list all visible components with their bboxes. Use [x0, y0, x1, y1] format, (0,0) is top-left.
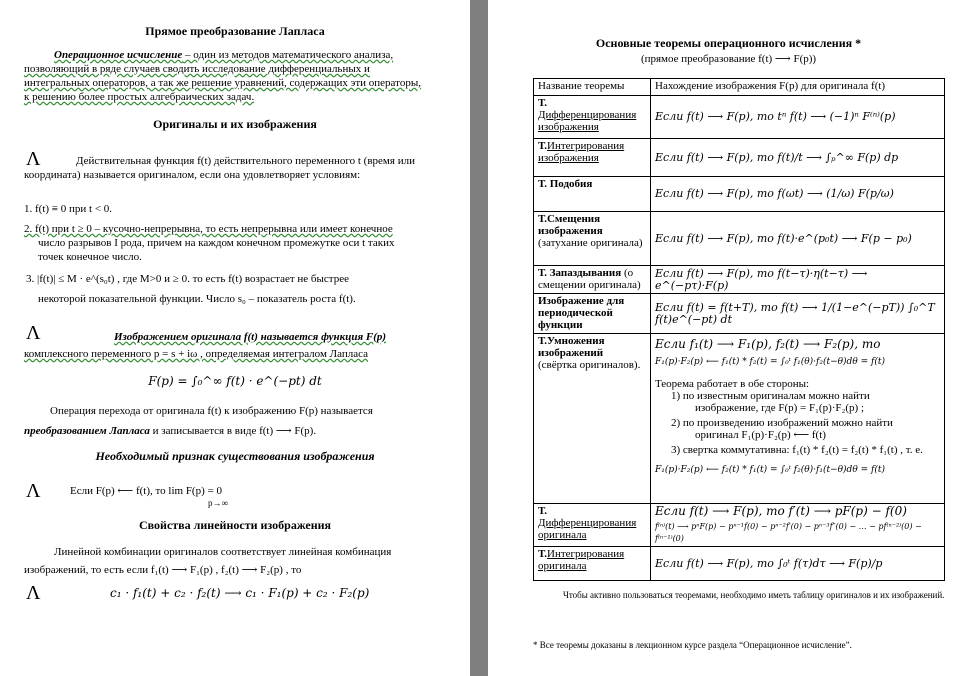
- row-formula: Если f(t) ⟶ F(p), то f(t)/t ⟶ ∫ₚ^∞ F(p) dp: [651, 139, 945, 177]
- row-name-bold: Изображение для периодической функции: [538, 295, 625, 331]
- row-name: Интегрирования оригинала: [538, 548, 625, 572]
- row-formula: Если f(t) ⟶ F(p), то tⁿ f(t) ⟶ (−1)ⁿ F⁽ⁿ⁾(p): [651, 96, 945, 139]
- row-name-bold: Т.: [538, 548, 547, 560]
- intro-line1: – один из методов математического анализа,: [182, 49, 394, 61]
- theorems-subtitle: (прямое преобразование f(t) ⟶ F(p)): [640, 53, 817, 65]
- row-formula: Если f(t) ⟶ F(p), то f′(t) ⟶ pF(p) − f(0): [655, 504, 907, 518]
- convolution-item2-line2: оригинал F₁(p)·F₂(p) ⟵ f(t): [695, 429, 826, 441]
- table-row: [534, 177, 945, 212]
- diff-original-formula-n: f⁽ⁿ⁾(t) ⟶ pⁿF(p) − pⁿ⁻¹f(0) − pⁿ⁻²f′(0) − pⁿ⁻³f″(0) − … − pf⁽ⁿ⁻²⁾(0) − f⁽ⁿ⁻¹⁾(0): [655, 522, 922, 543]
- row-formula: Если f₁(t) ⟶ F₁(p), f₂(t) ⟶ F₂(p), то: [655, 337, 881, 351]
- lambda-icon: Λ: [26, 148, 41, 170]
- necessary-limit: p→∞: [208, 498, 228, 508]
- transform-line1: Операция перехода от оригинала f(t) к изображению F(p) называется: [50, 405, 373, 417]
- def1-line1: Действительная функция f(t) действительного переменного t (время или: [76, 155, 415, 167]
- intro-line3: интегральных операторов, а так же решение уравнений, содержащих эти операторы,: [24, 77, 421, 89]
- image-definition: [24, 330, 450, 361]
- condition-1: 1. f(t) ≡ 0 при t < 0.: [24, 203, 113, 215]
- intro-line2: позволяющий в ряде случаев сводить исследование дифференциальных и: [24, 63, 370, 75]
- row-formula: Если f(t) ⟶ F(p), то f(t)·e^(p₀t) ⟶ F(p − p₀): [651, 212, 945, 266]
- table-row: [534, 96, 945, 139]
- section-originals-title: Оригиналы и их изображения: [153, 117, 317, 131]
- footnote: * Все теоремы доказаны в лекционном курсе раздела “Операционное исчисление”.: [533, 640, 852, 650]
- cond3-line1: 3. |f(t)| ≤ M · e^(s₀t) , где M>0 и ≥ 0. то есть f(t) возрастает не быстрее: [26, 273, 349, 285]
- convolution-note: Теорема работает в обе стороны:: [655, 378, 810, 390]
- def2-line2: комплексного переменного p = s + iω , определяемая интегралом Лапласа: [24, 348, 369, 360]
- table-row: [534, 504, 945, 547]
- lin-line1: Линейной комбинации оригиналов соответствует линейная комбинация: [54, 546, 392, 558]
- theorems-title: Основные теоремы операционного исчисления *: [595, 36, 862, 50]
- convolution-formula-2: F₁(p)·F₂(p) ⟵ f₂(t) * f₁(t) = ∫₀ᵗ f₂(θ)·f₁(t−θ)dθ = f(t): [655, 465, 885, 475]
- row-name-bold: Т.: [538, 140, 547, 152]
- page-left: [0, 0, 470, 676]
- intro-line4: к решению более простых алгебраических задач.: [24, 91, 255, 103]
- table-row: [534, 266, 945, 294]
- header-name: Название теоремы: [534, 79, 651, 96]
- row-formula: Если f(t) ⟶ F(p), то f(ωt) ⟶ (1/ω) F(p/ω): [651, 177, 945, 212]
- convolution-formula-1: F₁(p)·F₂(p) ⟵ f₁(t) * f₂(t) = ∫₀ᵗ f₁(θ)·f₂(t−θ)dθ = f(t): [655, 357, 885, 367]
- cond2-line1: 2. f(t) при t ≥ 0 – кусочно-непрерывна, то есть непрерывна или имеет конечное: [24, 223, 393, 235]
- lambda-icon: Λ: [26, 480, 41, 502]
- convolution-item1-line1: 1) по известным оригиналам можно найти: [671, 390, 870, 402]
- row-name: Дифференцирования оригинала: [538, 517, 637, 541]
- condition-2: [24, 222, 394, 264]
- row-name: (затухание оригинала): [538, 237, 643, 249]
- table-header-row: [534, 79, 945, 96]
- section-linearity-title: Свойства линейности изображения: [138, 518, 332, 532]
- intro-term: Операционное исчисление: [54, 49, 183, 61]
- cond2-line2: число разрывов I рода, причем на каждом конечном промежутке оси t таких: [38, 237, 395, 249]
- convolution-item3: 3) свертка коммутативна: f₁(t) * f₂(t) = f₂(t) * f₁(t) , т. е.: [671, 444, 923, 456]
- necessary-formula: Если F(p) ⟵ f(t), то lim F(p) = 0: [70, 485, 222, 497]
- laplace-integral: F(p) = ∫₀^∞ f(t) · e^(−pt) dt: [148, 374, 322, 388]
- theorems-table: [533, 78, 945, 581]
- row-name-bold: Т. Запаздывания: [538, 267, 622, 279]
- table-usage-note: Чтобы активно пользоваться теоремами, необходимо иметь таблицу оригиналов и их изображений.: [563, 590, 945, 600]
- convolution-item1-line2: изображение, где F(p) = F₁(p)·F₂(p) ;: [695, 402, 865, 414]
- header-formula: Нахождение изображения F(p) для оригинала f(t): [651, 79, 945, 96]
- table-row: [534, 139, 945, 177]
- row-name-bold: Т. Подобия: [538, 178, 593, 190]
- row-name-bold: Т.Умножения изображений: [538, 335, 605, 359]
- table-row: [534, 294, 945, 334]
- convolution-cell: [651, 334, 945, 504]
- linearity-formula: c₁ · f₁(t) + c₂ · f₂(t) ⟶ c₁ · F₁(p) + c₂ · F₂(p): [110, 586, 370, 600]
- transform-line2: и записывается в виде f(t) ⟶ F(p).: [149, 425, 317, 437]
- linearity-paragraph: [24, 545, 450, 577]
- transform-term: преобразованием Лапласа: [24, 425, 150, 437]
- table-row: [534, 212, 945, 266]
- row-name: Дифференцирования изображения: [538, 109, 637, 133]
- row-name-bold: Т.: [538, 505, 547, 517]
- row-name: (о смещении оригинала): [538, 267, 641, 291]
- lin-line2: изображений, то есть если f₁(t) ⟶ F₁(p) , f₂(t) ⟶ F₂(p) , то: [24, 564, 302, 576]
- necessary-condition: [70, 484, 228, 510]
- def2-line1: Изображением оригинала f(t) называется функция F(p): [114, 331, 387, 343]
- cond2-line3: точек конечное число.: [38, 251, 142, 263]
- transform-paragraph: [24, 404, 450, 438]
- intro-paragraph: [24, 48, 450, 104]
- table-row: [534, 334, 945, 504]
- page-right: [488, 0, 969, 676]
- original-definition: [24, 154, 450, 182]
- row-formula: Если f(t) = f(t+T), то f(t) ⟶ 1/(1−e^(−pT)) ∫₀^T f(t)e^(−pt) dt: [651, 294, 945, 334]
- cond3-line2: некоторой показательной функции. Число s₀ – показатель роста f(t).: [38, 293, 356, 305]
- row-name-bold: Т.: [538, 97, 547, 109]
- def1-line2: координата) называется оригиналом, если она удовлетворяет условиям:: [24, 169, 361, 181]
- lambda-icon: Λ: [26, 322, 41, 344]
- row-formula: Если f(t) ⟶ F(p), то f(t−τ)·η(t−τ) ⟶ e^(−pτ)·F(p): [651, 266, 945, 294]
- condition-3: [26, 272, 356, 306]
- row-name-bold: Т.Смещения изображения: [538, 213, 603, 237]
- row-name: (свёртка оригиналов).: [538, 359, 641, 371]
- row-name: Интегрирования изображения: [538, 140, 625, 164]
- row-formula: Если f(t) ⟶ F(p), то ∫₀ᵗ f(τ)dτ ⟶ F(p)/p: [651, 547, 945, 581]
- section-necessary-title: Необходимый признак существования изображения: [95, 449, 375, 463]
- convolution-item2-line1: 2) по произведению изображений можно найти: [671, 417, 893, 429]
- table-row: [534, 547, 945, 581]
- lambda-icon: Λ: [26, 582, 41, 604]
- page-title: Прямое преобразование Лапласа: [145, 24, 325, 38]
